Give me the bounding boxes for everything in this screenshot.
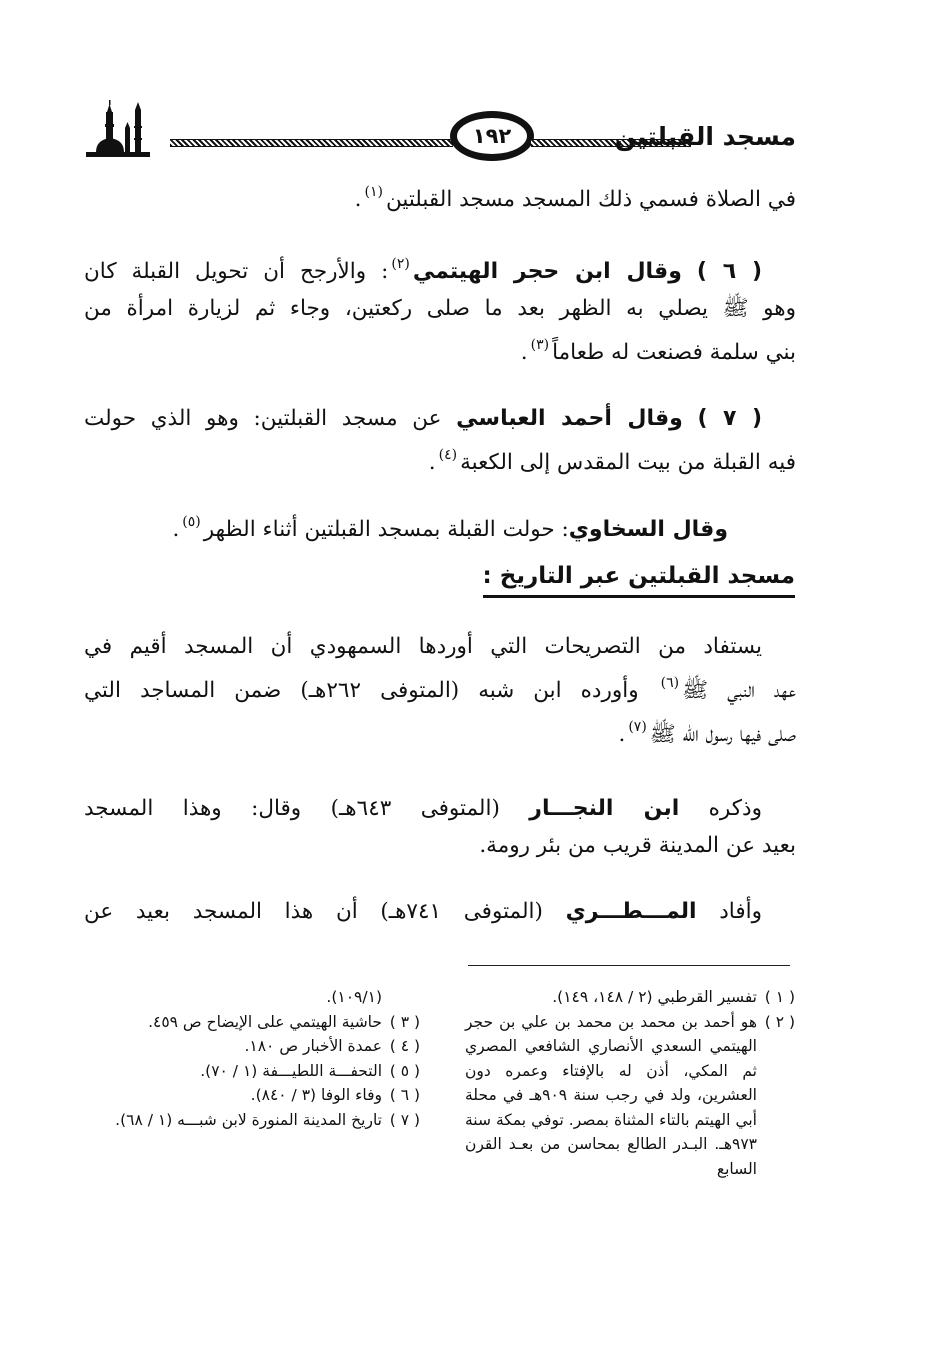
footnote-ref[interactable]: (٥) xyxy=(182,514,201,530)
footnote-text: حاشية الهيتمي على الإيضاح ص ٤٥٩. xyxy=(148,1012,382,1031)
footnote-ref[interactable]: (٢) xyxy=(391,256,410,272)
footnote-2 xyxy=(465,1010,795,1182)
text-line: في الصلاة فسمي ذلك المسجد مسجد القبلتين$^{(١)}$. xyxy=(354,184,796,212)
running-title: مسجد القبلتين xyxy=(614,122,796,151)
footnote-number: ( ١ ) xyxy=(764,988,795,1006)
paragraph-ibn-hajar xyxy=(84,246,796,371)
paragraph-continuation xyxy=(84,174,796,218)
text-line: فيه القبلة من بيت المقدس إلى الكعبة$^{(٤)}$. xyxy=(428,447,796,475)
footnote-text: التحفـــة اللطيـــفة (١ / ٧٠). xyxy=(200,1061,382,1080)
footnote-4 xyxy=(80,1034,420,1059)
page-header xyxy=(84,100,796,160)
footnote-number: ( ٢ ) xyxy=(764,1012,795,1031)
speaker-name: وقال أحمد العباسي xyxy=(456,406,683,431)
footnote-number: ( ٦ ) xyxy=(389,1086,420,1104)
footnote-text: هو أحمد بن محمد بن محمد بن علي بن حجر الهيتمي السعدي الأنصاري الشافعي المصري ثم المكي، أذن له بالإفتاء وعمره دون العشرين، ولد في رجب سنة ٩٠٩هـ في محلة أبي الهيتم بالتاء المثناة بمصر. توفي بمكة سنة ٩٧٣هـ. البـدر الطالع بمحاسن من بعـد القرن السابع xyxy=(465,1012,757,1178)
footnote-3 xyxy=(80,1010,420,1035)
mosque-icon xyxy=(86,100,150,160)
quote-number: ( ٦ ) xyxy=(696,259,762,284)
footnote-ref[interactable]: (٤) xyxy=(438,447,458,463)
footnote-number: ( ٤ ) xyxy=(389,1037,420,1055)
footnote-5 xyxy=(80,1059,420,1084)
paragraph-sakhawi xyxy=(84,504,796,548)
footnote-6 xyxy=(80,1083,420,1108)
footnote-1 xyxy=(465,985,795,1010)
text-line: يستفاد من التصريحات التي أوردها السمهودي أن المسجد أقيم في xyxy=(84,634,762,659)
footnote-number: ( ٥ ) xyxy=(389,1061,420,1080)
footnote-ref[interactable]: (٣) xyxy=(530,337,550,353)
speaker-name: وقال السخاوي xyxy=(568,517,728,542)
footnote-text: وفاء الوفا (٣ / ٨٤٠). xyxy=(250,1086,382,1104)
text-line: بعيد عن المدينة قريب من بئر رومة. xyxy=(479,833,796,858)
text-line: وهو ﷺ يصلي به الظهر بعد ما صلى ركعتين، وجاء ثم لزيارة امرأة من xyxy=(84,296,796,321)
quote-number: ( ٧ ) xyxy=(697,406,762,431)
text-line: ( ٦ ) وقال ابن حجر الهيتمي$^{(٢)}$: والأرجح أن تحويل القبلة كان xyxy=(84,256,762,284)
text-line: وقال السخاوي: حولت القبلة بمسجد القبلتين أثناء الظهر$^{(٥)}$. xyxy=(172,514,728,542)
footnote-number: ( ٧ ) xyxy=(389,1110,420,1129)
footnote-text: تفسير القرطبي (٢ / ١٤٨، ١٤٩). xyxy=(552,988,757,1006)
speaker-name: وقال ابن حجر الهيتمي xyxy=(412,259,682,284)
footnote-ref[interactable]: (٦) xyxy=(660,675,680,691)
speaker-name: ابن النجـــار xyxy=(529,796,680,821)
footnote-ref[interactable]: (٧) xyxy=(628,719,647,735)
footnotes-right-column xyxy=(465,985,795,1181)
footnote-ref[interactable]: (١) xyxy=(364,184,383,200)
page-number: ١٩٢ xyxy=(472,124,512,148)
paragraph-matari xyxy=(84,893,796,930)
section-heading: مسجد القبلتين عبر التاريخ : xyxy=(483,563,795,598)
text-line: ( ٧ ) وقال أحمد العباسي عن مسجد القبلتين: وهو الذي حولت xyxy=(84,406,762,431)
text-line: وأفاد المـــطـــري (المتوفى ٧٤١هـ) أن هذا المسجد بعيد عن xyxy=(84,899,762,924)
footnote-separator xyxy=(468,965,790,966)
footnotes-left-column xyxy=(80,985,420,1132)
paragraph-history xyxy=(84,628,796,753)
page-number-badge xyxy=(450,111,534,161)
footnote-number: ( ٣ ) xyxy=(389,1012,420,1031)
text-line: وذكره ابن النجـــار (المتوفى ٦٤٣هـ) وقال: وهذا المسجد xyxy=(84,796,762,821)
text-line: صلى فيها رسول الله ﷺ$^{(٧)}$. xyxy=(618,719,796,747)
paragraph-abbasi xyxy=(84,400,796,481)
footnote-text: عمدة الأخبار ص ١٨٠. xyxy=(244,1037,382,1055)
speaker-name: المـــطـــري xyxy=(565,899,697,924)
footnote-text: تاريخ المدينة المنورة لابن شبـــه (١ / ٦٨). xyxy=(115,1110,382,1129)
footnote-2-continuation: (١٠٩/١). xyxy=(326,988,382,1006)
text-line: بني سلمة فصنعت له طعاماً$^{(٣)}$. xyxy=(520,337,796,365)
footnote-7 xyxy=(80,1108,420,1133)
paragraph-ibn-najjar xyxy=(84,790,796,864)
text-line: عهد النبي ﷺ$^{(٦)}$ وأورده ابن شبه (المتوفى ٢٦٢هـ) ضمن المساجد التي xyxy=(84,675,796,703)
rope-ornament-left xyxy=(170,139,453,147)
